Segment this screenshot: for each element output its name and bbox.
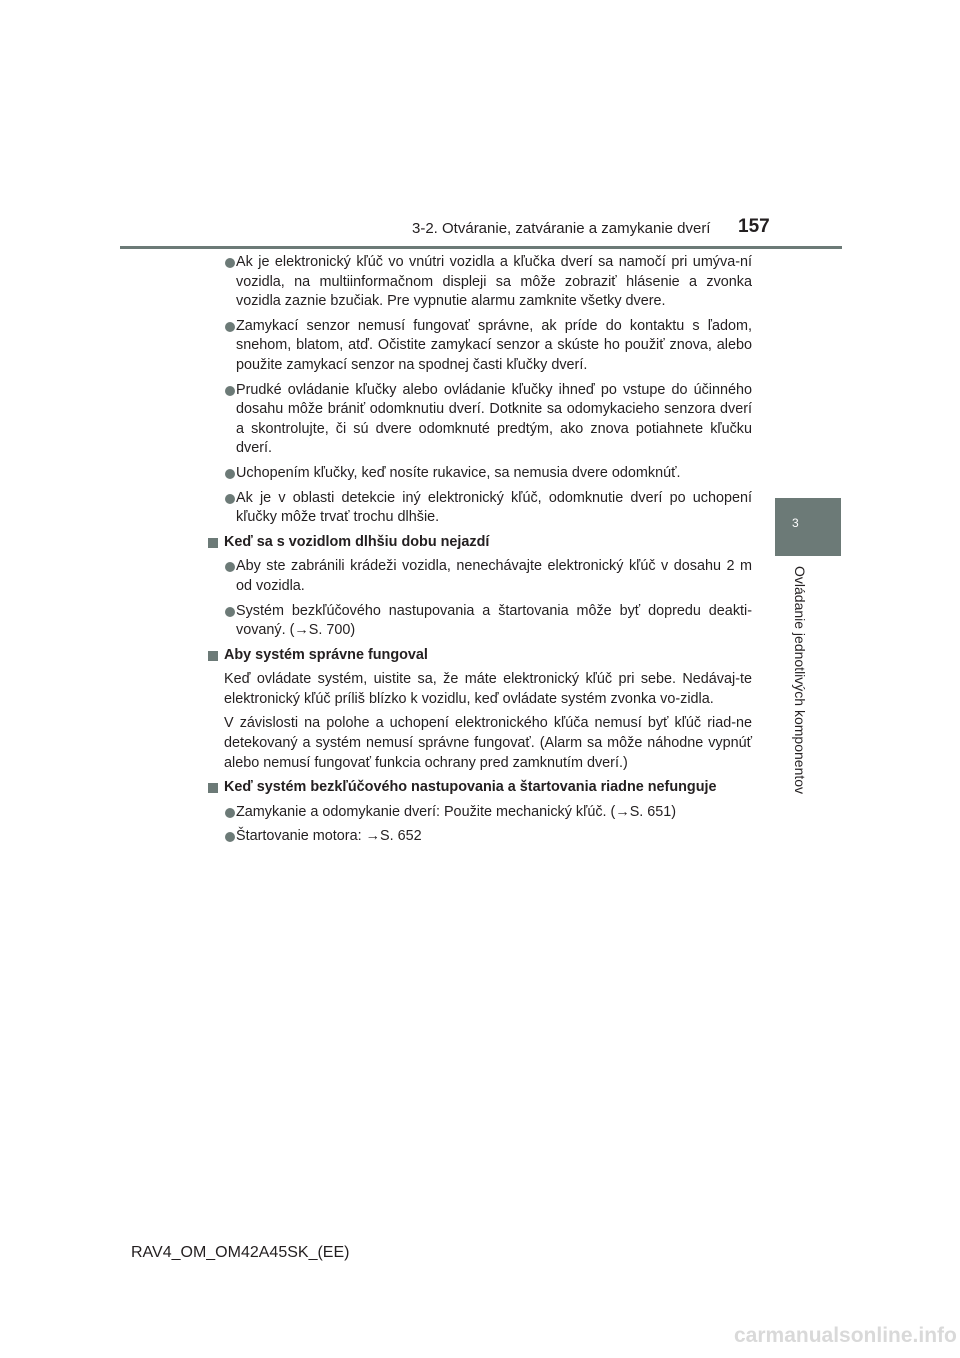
list-item xyxy=(207,557,752,596)
page-number: 157 xyxy=(738,216,770,237)
section-heading-text: Aby systém správne fungoval xyxy=(224,646,428,663)
square-bullet-icon xyxy=(208,783,218,793)
square-bullet-icon xyxy=(208,538,218,548)
page-content xyxy=(207,253,752,852)
list-item xyxy=(207,381,752,459)
section-heading xyxy=(207,533,752,553)
chapter-title: Ovládanie jednotlivých komponentov xyxy=(792,566,808,795)
bullet-icon xyxy=(225,562,235,572)
paragraph: V závislosti na polohe a uchopení elektronického kľúča nemusí byť kľúč riad-ne detekovaný a systém nemusí správne fungovať. (Alarm sa môže náhodne vypnúť alebo nemusí fungovať funkcia ochrany pred zamknutím dverí.) xyxy=(224,715,752,771)
list-item-text: Zamykací senzor nemusí fungovať správne, ak príde do kontaktu s ľadom, snehom, blatom, atď. Očistite zamykací senzor a skúste ho použiť znova, alebo použite zamykací senzor na spodnej časti kľučky dverí. xyxy=(236,317,752,373)
bullet-icon xyxy=(225,832,235,842)
list-item-text: Prudké ovládanie kľučky alebo ovládanie kľučky ihneď po vstupe do účinného dosahu môže brániť odomknutiu dverí. Dotknite sa odomykacieho senzora dverí a skontrolujte, či sú dvere odomknuté predtým, ako znova potiahnete kľučku dverí. xyxy=(236,381,752,457)
section-heading xyxy=(207,778,752,798)
list-item-text: Aby ste zabránili krádeži vozidla, nenechávajte elektronický kľúč v dosahu 2 m od vozidla. xyxy=(236,558,752,594)
list-item-text: Uchopením kľučky, keď nosíte rukavice, sa nemusia dvere odomknúť. xyxy=(236,464,681,481)
list-item xyxy=(207,253,752,312)
bullet-icon xyxy=(225,808,235,818)
list-item-text: Štartovanie motora: →S. 652 xyxy=(236,828,422,845)
bullet-icon xyxy=(225,607,235,617)
bullet-icon xyxy=(225,469,235,479)
section-heading-text: Keď systém bezkľúčového nastupovania a štartovania riadne nefunguje xyxy=(224,779,717,796)
list-item xyxy=(207,803,752,823)
section-heading xyxy=(207,646,752,666)
section-title: 3-2. Otváranie, zatváranie a zamykanie dverí xyxy=(412,220,711,237)
list-item-text: Systém bezkľúčového nastupovania a štartovania môže byť dopredu deakti-vovaný. (→S. 700) xyxy=(236,602,752,639)
bullet-icon xyxy=(225,386,235,396)
square-bullet-icon xyxy=(208,651,218,661)
list-item-text: Zamykanie a odomykanie dverí: Použite mechanický kľúč. (→S. 651) xyxy=(236,803,677,820)
list-item-text: Ak je v oblasti detekcie iný elektronický kľúč, odomknutie dverí po uchopení kľučky môže trvať trochu dlhšie. xyxy=(236,489,752,526)
paragraph: Keď ovládate systém, uistite sa, že máte elektronický kľúč pri sebe. Nedávaj-te elektronický kľúč príliš blízko k vozidlu, keď ovládate systém zvonka vo-zidla. xyxy=(224,671,752,707)
chapter-tab xyxy=(775,498,841,556)
bullet-icon xyxy=(225,494,235,504)
list-item xyxy=(207,827,752,847)
header-rule xyxy=(120,246,842,249)
document-code: RAV4_OM_OM42A45SK_(EE) xyxy=(131,1244,350,1261)
list-item xyxy=(207,602,752,641)
bullet-icon xyxy=(225,258,235,268)
list-item xyxy=(207,317,752,376)
chapter-number: 3 xyxy=(792,516,799,530)
bullet-icon xyxy=(225,322,235,332)
list-item xyxy=(207,464,752,484)
list-item xyxy=(207,489,752,528)
section-heading-text: Keď sa s vozidlom dlhšiu dobu nejazdí xyxy=(224,533,490,550)
watermark: carmanualsonline.info xyxy=(734,1324,957,1347)
list-item-text: Ak je elektronický kľúč vo vnútri vozidla a kľučka dverí sa namočí pri umýva-ní vozidla, na multiinformačnom displeji sa môže zobraziť hlásenie a zvonka vozidla zaznie bzučiak. Pre vypnutie alarmu zamknite všetky dvere. xyxy=(236,254,752,310)
